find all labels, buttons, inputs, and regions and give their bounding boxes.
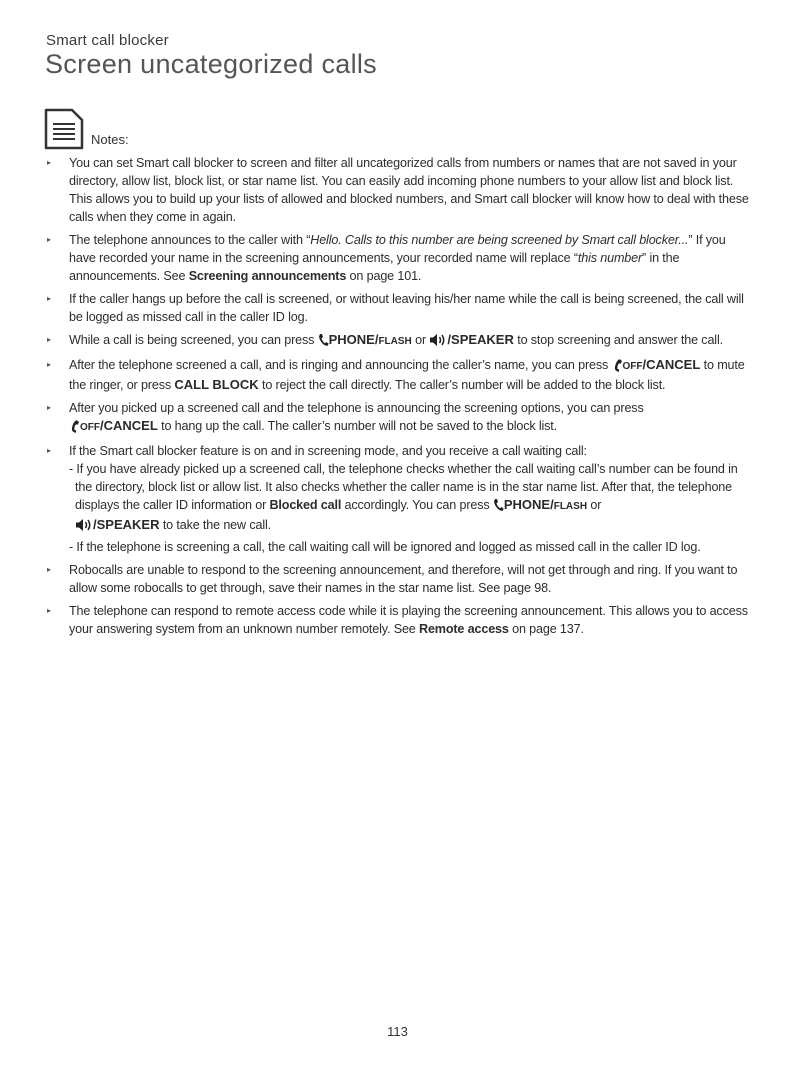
notes-label: Notes: [91,132,129,147]
list-item [47,602,749,638]
note-text: to hang up the call. The caller’s number will not be saved to the block list. [157,419,558,433]
speaker-icon [75,518,93,532]
list-item [47,231,749,285]
speaker-key: /SPEAKER [75,517,159,532]
note-text: Robocalls are unable to respond to the screening announcement, and therefore, will not get through and ring. If you want to allow some robocalls to get through, save their names in the star name list. See page 98. [69,563,738,595]
bullet-icon: ▸ [47,158,51,167]
bullet-icon: ▸ [47,446,51,455]
list-item [47,331,749,351]
phone-flash-key: PHONE/FLASH [318,332,412,347]
bullet-icon: ▸ [47,235,51,244]
sub-item: - If the telephone is screening a call, the call waiting call will be ignored and logged as missed call in the caller ID log. [69,540,701,554]
phone-flash-key: PHONE/FLASH [493,497,587,512]
note-text: If the Smart call blocker feature is on and in screening mode, and you receive a call waiting call: [69,444,587,458]
bullet-icon: ▸ [47,403,51,412]
list-item [47,399,749,437]
list-item [47,356,749,394]
bullet-icon: ▸ [47,335,51,344]
note-text: You can set Smart call blocker to screen and filter all uncategorized calls from numbers or names that are not saved in your directory, allow list, block list, or star name list. You can easily add incoming phone numbers to your allow list and block list. This allows you to build up your lists of allowed and blocked numbers, and Smart call blocker will know how to deal with these calls when they come in again. [69,156,749,224]
list-item [47,561,749,597]
notes-icon [44,108,84,150]
note-text: to stop screening and answer the call. [513,333,723,347]
note-text: ” in the announcements. See [69,251,680,283]
announcement-placeholder: this number [577,251,643,265]
hang-up-icon [69,419,80,433]
page-title: Screen uncategorized calls [45,49,377,79]
note-text: or [411,333,430,347]
page-number: 113 [387,1024,408,1039]
list-item [47,290,749,326]
sub-item: - If you have already picked up a screened call, the telephone checks whether the call waiting call’s number can be found in the directory, block list or allow list. It also checks whether the caller name is in the star name list. After that, the telephone displays the caller ID information or Blocked call accordingly. You can press PHONE/FLASH or /SPEAKER to take the new call. [69,462,738,532]
note-text: on page 101. [346,269,422,283]
list-item [47,442,749,556]
note-text: If the caller hangs up before the call is screened, or without leaving his/her name while the call is being screened, the call will be logged as missed call in the caller ID log. [69,292,744,324]
note-text: After the telephone screened a call, and is ringing and announcing the caller’s name, you can press [69,358,612,372]
phone-icon [493,498,504,512]
notes-list [47,154,749,643]
phone-icon [318,333,329,347]
list-item [47,154,749,226]
section-label: Smart call blocker [46,32,169,49]
announcement-quote: Hello. Calls to this number are being screened by Smart call blocker... [310,233,689,247]
bullet-icon: ▸ [47,360,51,369]
note-text: to mute the ringer, or press [69,358,745,392]
off-cancel-key: OFF/CANCEL [69,418,158,433]
hang-up-icon [612,358,623,372]
bullet-icon: ▸ [47,294,51,303]
note-text: After you picked up a screened call and the telephone is announcing the screening options, you can press [69,401,644,415]
speaker-icon [429,333,447,347]
cross-reference: Screening announcements [188,269,347,283]
note-text: ” If you have recorded your name in the screening announcements, your recorded name will replace “ [69,233,726,265]
note-text: to reject the call directly. The caller’s number will be added to the block list. [258,378,666,392]
note-text: on page 137. [508,622,584,636]
cross-reference: Remote access [419,622,509,636]
speaker-key: /SPEAKER [429,332,513,347]
note-text: The telephone announces to the caller with “ [69,233,311,247]
cross-reference: Blocked call [269,498,342,512]
call-block-key: CALL BLOCK [174,377,259,392]
bullet-icon: ▸ [47,565,51,574]
note-text: The telephone can respond to remote access code while it is playing the screening announcement. This allows you to access your answering system from an unknown number remotely. See [69,604,748,636]
off-cancel-key: OFF/CANCEL [612,357,701,372]
note-text: While a call is being screened, you can press [69,333,318,347]
bullet-icon: ▸ [47,606,51,615]
